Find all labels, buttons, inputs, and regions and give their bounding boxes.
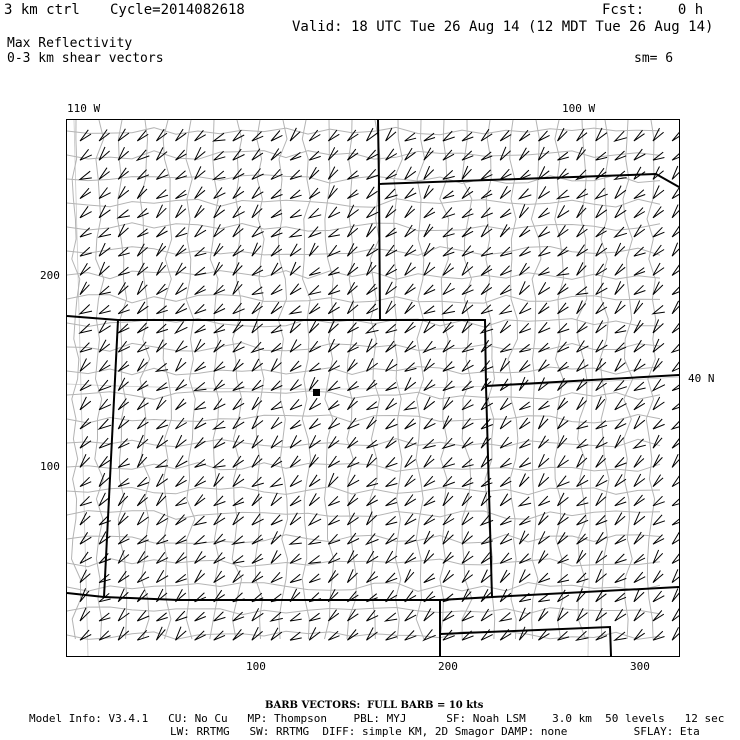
map-frame [67, 120, 680, 657]
y-tick-label: 100 [40, 460, 60, 473]
run-name: 3 km ctrl [4, 2, 80, 18]
x-tick-label: 300 [630, 660, 650, 673]
model-info-line-1: Model Info: V3.4.1 CU: No Cu MP: Thompson PBL: MYJ SF: Noah LSM 3.0 km 50 levels 12 sec [29, 712, 725, 725]
y-tick-label: 200 [40, 269, 60, 282]
x-tick-label: 200 [438, 660, 458, 673]
field-name-reflectivity: Max Reflectivity [7, 36, 133, 51]
barb-legend: BARB VECTORS: FULL BARB = 10 kts [265, 700, 484, 711]
map-plot [66, 119, 680, 657]
field-name-shear: 0-3 km shear vectors [7, 51, 164, 66]
denver-marker [313, 389, 320, 396]
forecast-hour: Fcst: 0 h [602, 2, 704, 18]
lon-label-east: 100 W [562, 102, 596, 115]
smoothing-label: sm= 6 [634, 51, 674, 66]
lat-label: 40 N [688, 372, 715, 385]
valid-time: Valid: 18 UTC Tue 26 Aug 14 (12 MDT Tue 26 Aug 14) [292, 19, 714, 35]
lon-label-west: 110 W [67, 102, 101, 115]
x-tick-label: 100 [246, 660, 266, 673]
model-info-line-2: LW: RRTMG SW: RRTMG DIFF: simple KM, 2D Smagor DAMP: none SFLAY: Eta [170, 725, 700, 738]
cycle-label: Cycle=2014082618 [110, 2, 245, 18]
